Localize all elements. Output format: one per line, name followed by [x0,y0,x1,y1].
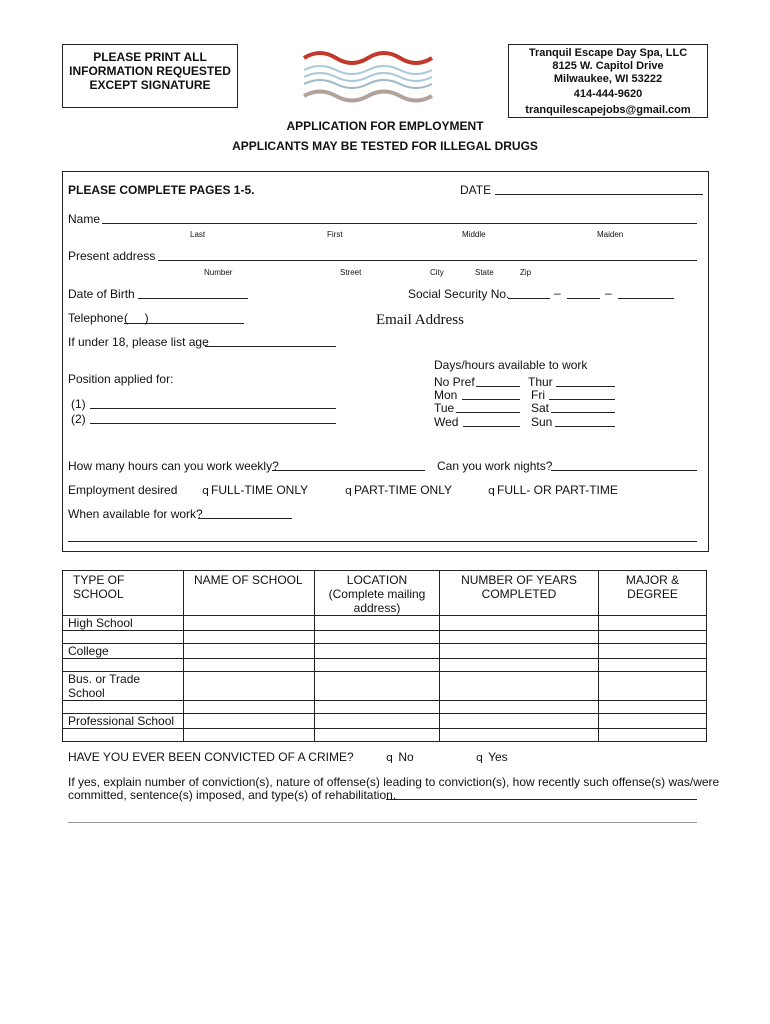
header-years-completed [440,571,599,616]
table-cell[interactable] [184,659,315,672]
available-for-work-field[interactable] [198,518,292,519]
age-label: If under 18, please list age [68,335,209,349]
table-cell[interactable] [599,631,707,644]
logo-wave-red [304,53,432,63]
telephone-label: Telephone [68,311,124,325]
table-cell[interactable] [315,729,440,742]
education-table [62,570,707,742]
table-row[interactable] [63,672,707,701]
day-thur-label: Thur [528,375,553,389]
ssn-field-2[interactable] [567,298,600,299]
crime-question: HAVE YOU EVER BEEN CONVICTED OF A CRIME? [68,750,354,764]
telephone-area-paren: ( ) [124,311,149,325]
address-sub-street: Street [340,268,362,277]
table-row[interactable] [63,701,707,714]
table-cell[interactable] [599,729,707,742]
crime-divider [62,741,707,742]
date-field[interactable] [495,194,703,195]
table-cell[interactable] [184,644,315,659]
address-label: Present address [68,249,156,263]
name-label: Name [68,212,101,226]
header-location-line-1: LOCATION [346,573,408,587]
table-cell[interactable] [315,631,440,644]
day-mon-label: Mon [434,388,458,402]
table-row[interactable] [63,631,707,644]
table-row[interactable] [63,729,707,742]
table-cell[interactable] [63,659,184,672]
print-notice-box [62,44,238,108]
option-full-time[interactable] [202,483,308,497]
option-full-time-label: FULL-TIME ONLY [210,483,309,497]
company-city: Milwaukee, WI 53222 [553,73,663,85]
day-sun-field[interactable] [555,426,615,427]
company-email: tranquilescapejobs@gmail.com [525,104,691,116]
position-label: Position applied for: [68,372,174,386]
header-location [315,571,440,616]
header-location-line-3: address) [353,601,401,615]
employment-desired-label: Employment desired [68,483,178,497]
header-major-line-1: MAJOR & [625,573,680,587]
table-row[interactable] [63,644,707,659]
table-cell[interactable] [184,714,315,729]
name-sub-middle: Middle [462,230,486,239]
table-cell[interactable] [440,644,599,659]
available-for-work-label: When available for work? [68,507,203,521]
hours-weekly-field[interactable] [272,470,425,471]
address-field[interactable] [158,260,697,261]
ssn-field-3[interactable] [618,298,674,299]
table-cell[interactable] [315,616,440,631]
table-cell[interactable] [315,644,440,659]
position-2-field[interactable] [90,423,336,424]
spa-wave-logo [300,44,445,106]
school-type-high-school: High School [63,616,184,631]
notice-line-3: EXCEPT SIGNATURE [89,78,211,92]
hours-weekly-label: How many hours can you work weekly? [68,459,279,473]
crime-explain-field-2[interactable] [68,822,697,823]
position-1-label: (1) [71,397,86,411]
table-cell[interactable] [599,659,707,672]
day-tue-label: Tue [434,401,455,415]
work-nights-field[interactable] [551,470,697,471]
notice-line-1: PLEASE PRINT ALL [93,50,207,64]
table-cell[interactable] [440,659,599,672]
company-name: Tranquil Escape Day Spa, LLC [528,47,688,59]
position-2-label: (2) [71,412,86,426]
crime-explain-line-1: If yes, explain number of conviction(s), nature of offense(s) leading to conviction(s), how recently such offense(s) was/were [68,775,720,789]
checkbox-icon[interactable]: q [202,484,209,497]
crime-no-option[interactable] [386,750,414,764]
table-cell[interactable] [599,701,707,714]
notice-line-2: INFORMATION REQUESTED [69,64,231,78]
day-no-pref-label: No Pref [434,375,475,389]
day-wed-label: Wed [434,415,459,429]
table-cell[interactable] [184,616,315,631]
extra-info-line[interactable] [68,541,697,542]
school-type-professional: Professional School [63,714,184,729]
position-1-field[interactable] [90,408,336,409]
table-cell[interactable] [599,714,707,729]
table-cell[interactable] [315,672,440,701]
table-cell[interactable] [315,701,440,714]
option-part-time-label: PART-TIME ONLY [353,483,452,497]
table-cell[interactable] [63,631,184,644]
header-major-degree [599,571,707,616]
option-part-time[interactable] [345,483,452,497]
table-cell[interactable] [315,714,440,729]
days-available-label: Days/hours available to work [434,358,588,372]
work-nights-label: Can you work nights? [437,459,553,473]
checkbox-icon[interactable]: q [476,751,483,764]
option-full-or-part-time-label: FULL- OR PART-TIME [496,483,618,497]
crime-explain-line-2: committed, sentence(s) imposed, and type(s) of rehabilitation. [68,788,397,802]
table-cell[interactable] [63,701,184,714]
complete-pages-instruction: PLEASE COMPLETE PAGES 1-5. [68,183,255,197]
table-cell[interactable] [184,672,315,701]
table-cell[interactable] [440,714,599,729]
day-tue-field[interactable] [456,412,520,413]
header-location-line-2: (Complete mailing [328,587,426,601]
header-major-line-2: DEGREE [627,587,678,601]
checkbox-icon[interactable]: q [345,484,352,497]
name-sub-first: First [327,230,343,239]
ssn-dash-2: – [605,286,612,300]
day-fri-label: Fri [531,388,545,402]
ssn-dash-1: – [554,286,561,300]
form-subtitle: APPLICANTS MAY BE TESTED FOR ILLEGAL DRUGS [232,139,538,153]
table-cell[interactable] [599,644,707,659]
table-cell[interactable] [440,672,599,701]
crime-yes-option[interactable] [476,750,508,764]
education-header-row [63,571,707,616]
table-cell[interactable] [440,616,599,631]
age-field[interactable] [205,346,336,347]
school-type-trade: Bus. or Trade School [63,672,184,701]
option-full-or-part-time[interactable] [488,483,618,497]
table-cell[interactable] [599,672,707,701]
table-cell[interactable] [440,701,599,714]
company-phone: 414-444-9620 [573,88,643,100]
header-years-line-1: NUMBER OF YEARS [461,573,577,587]
date-label: DATE [460,183,492,197]
day-sat-field[interactable] [551,412,615,413]
dob-field[interactable] [138,298,248,299]
day-mon-field[interactable] [462,399,520,400]
header-type-of-school: TYPE OF SCHOOL [63,571,184,616]
table-cell[interactable] [315,659,440,672]
table-cell[interactable] [184,631,315,644]
email-address-label: Email Address [376,312,464,328]
telephone-field[interactable] [124,323,244,324]
day-no-pref-field[interactable] [476,386,520,387]
table-row[interactable] [63,616,707,631]
day-sat-label: Sat [531,401,550,415]
table-row[interactable] [63,659,707,672]
table-cell[interactable] [184,701,315,714]
address-sub-zip: Zip [520,268,532,277]
address-sub-number: Number [204,268,233,277]
header-years-line-2: COMPLETED [481,587,557,601]
name-sub-maiden: Maiden [597,230,624,239]
logo-wave-taupe [304,92,432,101]
form-title: APPLICATION FOR EMPLOYMENT [286,119,484,133]
company-info-box [508,44,708,118]
table-cell[interactable] [440,729,599,742]
address-sub-state: State [475,268,494,277]
header-name-of-school: NAME OF SCHOOL [184,571,315,616]
company-street: 8125 W. Capitol Drive [552,60,664,72]
dob-label: Date of Birth [68,287,135,301]
table-cell[interactable] [63,729,184,742]
ssn-field-1[interactable] [508,298,550,299]
name-sub-last: Last [190,230,206,239]
school-type-college: College [63,644,184,659]
checkbox-icon[interactable]: q [488,484,495,497]
crime-yes-label: Yes [488,750,508,764]
table-cell[interactable] [440,631,599,644]
address-sub-city: City [430,268,444,277]
crime-explain-field[interactable] [386,799,697,800]
table-cell[interactable] [599,616,707,631]
day-thur-field[interactable] [556,386,615,387]
checkbox-icon[interactable]: q [386,751,393,764]
table-row[interactable] [63,714,707,729]
day-sun-label: Sun [531,415,553,429]
day-fri-field[interactable] [549,399,615,400]
name-field[interactable] [102,223,697,224]
ssn-label: Social Security No. [408,287,510,301]
table-cell[interactable] [184,729,315,742]
crime-no-label: No [398,750,414,764]
day-wed-field[interactable] [463,426,520,427]
